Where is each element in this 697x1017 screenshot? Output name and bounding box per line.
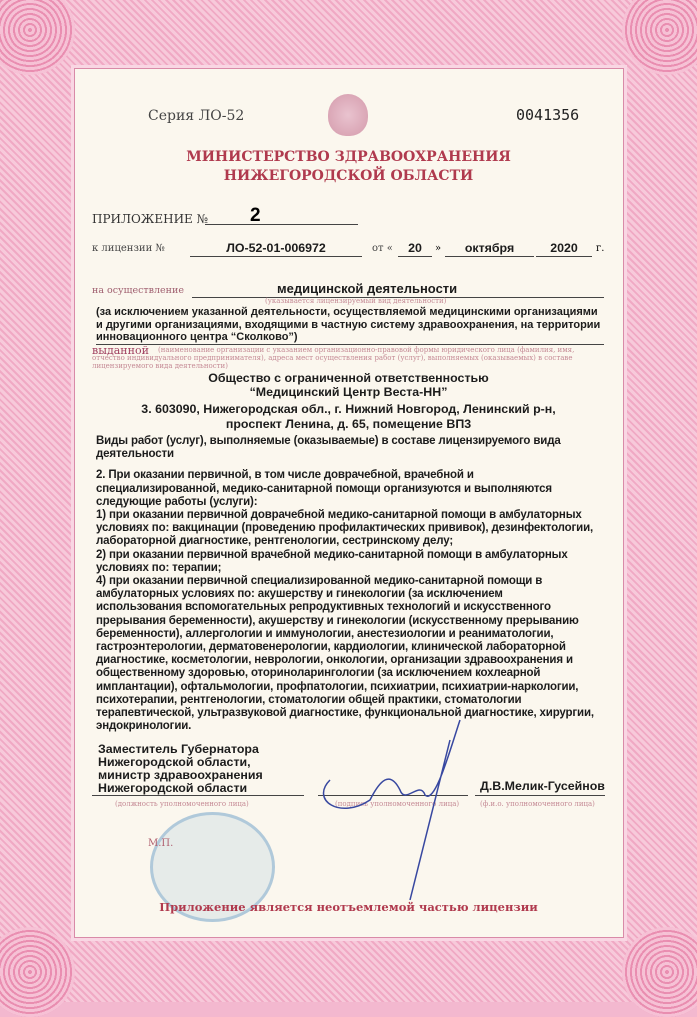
activity-label: на осуществление	[92, 285, 184, 296]
works-line: 1) при оказании первичной доврачебной медико-санитарной помощи в амбулаторных	[96, 509, 582, 522]
works-line: использования вспомогательных репродуктивных технологий и искусственного	[96, 601, 551, 614]
issued-caption: (наименование организации с указанием организационно-правовой формы юридического лица (фамилия, имя, отчество индивидуального предпринимателя), адреса мест осуществления работ (услуг), выполняемых (оказываемых) в составе лицензируемого вида деятельности)	[92, 346, 575, 370]
works-line: 4) при оказании первичной специализированной медико-санитарной помощи в	[96, 575, 543, 588]
seal-label: М.П.	[148, 838, 174, 849]
works-list	[96, 435, 594, 733]
works-line: диагностике, косметологии, неврологии, онкологии, организации здравоохранения и	[96, 654, 573, 667]
works-line: гастроэнтерологии, дерматовенерологии, кардиологии, клинической лабораторной	[96, 641, 566, 654]
license-month: октября	[445, 240, 534, 257]
works-line: имплантации), офтальмологии, профпатологии, психиатрии, психиатрии-наркологии,	[96, 680, 579, 693]
issued-label: выданной	[92, 344, 149, 357]
date-quote: »	[435, 243, 442, 254]
activity-value: медицинской деятельности	[192, 281, 604, 298]
works-line: условиях по: терапии;	[96, 561, 222, 574]
works-line: терапевтической, ультразвуковой диагностике, функциональной диагностике, хирургии,	[96, 707, 594, 720]
organization-address: 3. 603090, Нижегородская обл., г. Нижний Новгород, Ленинский р-н, проспект Ленина, д. 65, помещение ВП3	[141, 402, 556, 431]
corner-rosette	[0, 927, 75, 1017]
ministry-title: МИНИСТЕРСТВО ЗДРАВООХРАНЕНИЯ НИЖЕГОРОДСКОЙ ОБЛАСТИ	[186, 149, 511, 184]
works-line: Виды работ (услуг), выполняемые (оказываемые) в составе лицензируемого вида	[96, 435, 561, 447]
corner-rosette	[0, 0, 75, 75]
appendix-number: 2	[205, 205, 358, 225]
works-line: прерывания беременности), акушерству и гинекологии (искусственному прерыванию	[96, 614, 579, 627]
license-label: к лицензии №	[92, 243, 165, 254]
corner-rosette	[622, 927, 697, 1017]
works-line: эндокринологии.	[96, 720, 192, 733]
series: Серия ЛО-52	[148, 108, 245, 124]
appendix-label: ПРИЛОЖЕНИЕ №	[92, 212, 208, 226]
corner-rosette	[622, 0, 697, 75]
works-line: 2. При оказании первичной, в том числе доврачебной, врачебной и	[96, 469, 474, 482]
document-number: 0041356	[516, 106, 580, 124]
works-line: амбулаторных условиях по: акушерству и гинекологии (за исключением	[96, 588, 503, 601]
works-line: лабораторной диагностике, рентгенологии, сестринскому делу;	[96, 535, 453, 548]
license-day: 20	[398, 240, 432, 257]
activity-exclusion: (за исключением указанной деятельности, осуществляемой медицинскими организациями и другими организациями, входящими в частную систему здравоохранения, на территории инновационного центра “Сколково”)	[96, 306, 604, 345]
license-number: ЛО-52-01-006972	[190, 240, 362, 257]
works-line: беременности), аллергологии и иммунологии, анестезиологии и реаниматологии,	[96, 627, 554, 640]
position-caption: (должность уполномоченного лица)	[115, 800, 249, 808]
signature-caption: (подпись уполномоченного лица)	[335, 800, 460, 808]
license-year: 2020	[536, 240, 592, 257]
works-line: деятельности	[96, 448, 174, 461]
organization-name: Общество с ограниченной ответственностью “Медицинский Центр Веста-НН”	[208, 371, 489, 399]
year-suffix: г.	[596, 243, 605, 254]
activity-caption: (указывается лицензируемый вид деятельности)	[265, 297, 447, 305]
date-from-label: от «	[372, 243, 393, 254]
signatory-position: Заместитель Губернатора Нижегородской области, министр здравоохранения Нижегородской области	[98, 742, 263, 795]
works-line: следующие работы (услуги):	[96, 495, 258, 508]
works-line: условиях по: вакцинации (проведению профилактических прививок), дезинфектологии,	[96, 522, 594, 535]
footer-note: Приложение является неотъемлемой частью лицензии	[159, 900, 538, 914]
works-line: общественному здоровью, оториноларингологии (за исключением кохлеарной	[96, 667, 541, 680]
signatory-name: Д.В.Мелик-Гусейнов	[480, 779, 605, 793]
name-caption: (ф.и.о. уполномоченного лица)	[480, 800, 595, 808]
handwritten-signature	[310, 710, 480, 910]
works-line: 2) при оказании первичной врачебной медико-санитарной помощи в амбулаторных	[96, 548, 568, 561]
works-line: специализированной, медико-санитарной помощи организуются и выполняются	[96, 482, 552, 495]
works-line	[96, 461, 594, 469]
coat-of-arms-emblem	[328, 94, 368, 136]
works-line: психотерапии, рентгенологии, стоматологии общей практики, стоматологии	[96, 693, 522, 706]
